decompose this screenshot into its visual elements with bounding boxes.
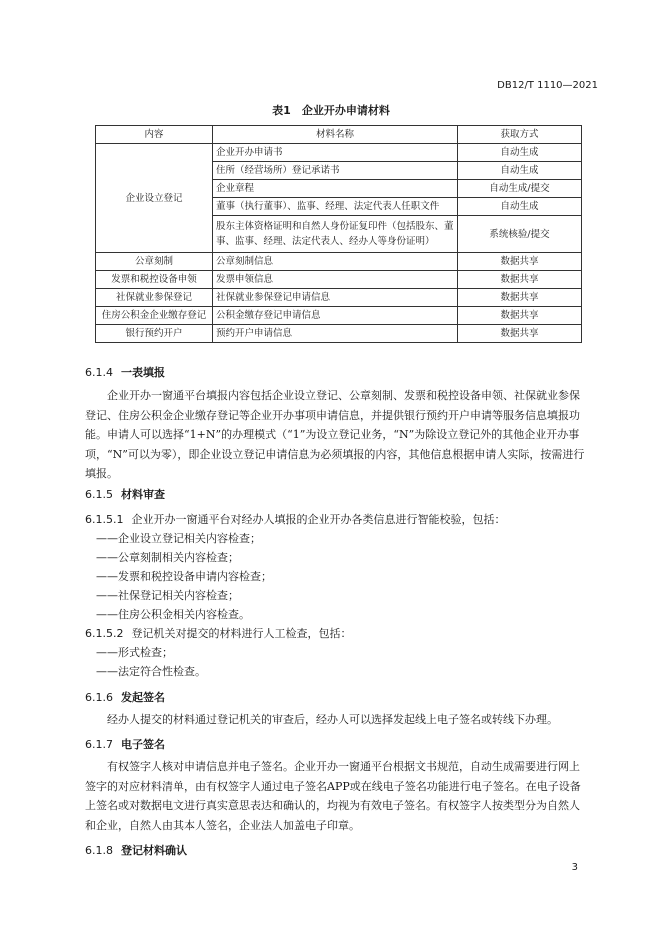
- section-heading-6-1-6: [85, 689, 165, 705]
- clause-6-1-5-2: [85, 625, 351, 641]
- table-row: [96, 271, 582, 289]
- content-cell: 银行预约开户: [96, 325, 213, 343]
- section-title: 材料审查: [121, 488, 165, 501]
- group-label-cell: 企业设立登记: [96, 144, 213, 253]
- section-heading-6-1-5: [85, 486, 165, 502]
- section-title: 登记材料确认: [121, 844, 187, 857]
- section-number: 6.1.8: [85, 844, 113, 857]
- material-cell: 董事（执行董事）、监事、经理、法定代表人任职文件: [213, 198, 458, 216]
- method-cell: 数据共享: [458, 289, 582, 307]
- table-row: [96, 307, 582, 325]
- list-item: ——住房公积金相关内容检查。: [96, 608, 250, 621]
- section-title: 电子签名: [121, 738, 165, 751]
- list-item: ——形式检查；: [96, 646, 173, 659]
- page-number: 3: [571, 862, 578, 873]
- material-cell: 企业开办申请书: [213, 144, 458, 162]
- paragraph-electronic-signature: 有权签字人核对申请信息并电子签名。企业开办一窗通平台根据文书规范，自动生成需要进行网上签字的对应材料清单，由有权签字人通过电子签名APP或在线电子签名功能进行电子签名。在电子设备上签名或对数据电文进行真实意思表达和确认的，均视为有效电子签名。有权签字人按类型分为自然人和企业，自然人由其本人签名，企业法人加盖电子印章。: [85, 760, 581, 832]
- section-number: 6.1.5: [85, 488, 113, 501]
- content-cell: 公章刻制: [96, 253, 213, 271]
- section-number: 6.1.7: [85, 738, 113, 751]
- list-item: ——社保登记相关内容检查；: [96, 589, 239, 602]
- method-cell: 自动生成: [458, 162, 582, 180]
- clause-number: 6.1.5.1: [85, 513, 124, 526]
- section-heading-6-1-7: [85, 736, 165, 752]
- section-heading-6-1-4: [85, 364, 165, 380]
- column-header: 获取方式: [458, 126, 582, 144]
- paragraph-initiate-signature: 经办人提交的材料通过登记机关的审查后，经办人可以选择发起线上电子签名或转线下办理。: [107, 713, 558, 726]
- material-cell: 公积金缴存登记申请信息: [213, 307, 458, 325]
- material-cell: 预约开户申请信息: [213, 325, 458, 343]
- section-number: 6.1.6: [85, 691, 113, 704]
- material-cell: 股东主体资格证明和自然人身份证复印件（包括股东、董事、监事、经理、法定代表人、经办人等身份证明）: [213, 216, 458, 253]
- document-code: DB12/T 1110—2021: [497, 80, 598, 91]
- section-title: 一表填报: [121, 366, 165, 379]
- section-number: 6.1.4: [85, 366, 113, 379]
- list-item: ——法定符合性检查。: [96, 665, 206, 678]
- section-title: 发起签名: [121, 691, 165, 704]
- method-cell: 数据共享: [458, 325, 582, 343]
- method-cell: 系统核验/提交: [458, 216, 582, 253]
- table-row: [96, 289, 582, 307]
- material-cell: 社保就业参保登记申请信息: [213, 289, 458, 307]
- table-title: 表1 企业开办申请材料: [272, 104, 390, 117]
- clause-text: 登记机关对提交的材料进行人工检查，包括：: [131, 627, 352, 640]
- column-header: 材料名称: [213, 126, 458, 144]
- clause-number: 6.1.5.2: [85, 627, 124, 640]
- method-cell: 自动生成: [458, 198, 582, 216]
- table-row: [96, 144, 582, 162]
- list-item: ——发票和税控设备申请内容检查；: [96, 570, 272, 583]
- material-cell: 公章刻制信息: [213, 253, 458, 271]
- clause-6-1-5-1: [85, 511, 505, 527]
- table-row: [96, 325, 582, 343]
- material-cell: 企业章程: [213, 180, 458, 198]
- content-cell: 住房公积金企业缴存登记: [96, 307, 213, 325]
- material-cell: 住所（经营场所）登记承诺书: [213, 162, 458, 180]
- content-cell: 发票和税控设备申领: [96, 271, 213, 289]
- paragraph-one-form-filing: 企业开办一窗通平台填报内容包括企业设立登记、公章刻制、发票和税控设备申领、社保就业参保登记、住房公积金企业缴存登记等企业开办事项申请信息，并提供银行预约开户申请等服务信息填报功能。申请人可以选择“1+N”的办理模式（“1”为设立登记业务，“N”为除设立登记外的其他企业开办事项，“N”可以为零），即企业设立登记申请信息为必须填报的内容，其他信息根据申请人实际，按需进行填报。: [85, 389, 585, 480]
- table-row: [96, 253, 582, 271]
- section-heading-6-1-8: [85, 842, 187, 858]
- method-cell: 数据共享: [458, 307, 582, 325]
- materials-table: [95, 125, 582, 343]
- method-cell: 数据共享: [458, 253, 582, 271]
- content-cell: 社保就业参保登记: [96, 289, 213, 307]
- method-cell: 自动生成/提交: [458, 180, 582, 198]
- material-cell: 发票申领信息: [213, 271, 458, 289]
- column-header: 内容: [96, 126, 213, 144]
- method-cell: 数据共享: [458, 271, 582, 289]
- list-item: ——企业设立登记相关内容检查；: [96, 532, 261, 545]
- list-item: ——公章刻制相关内容检查；: [96, 551, 239, 564]
- method-cell: 自动生成: [458, 144, 582, 162]
- clause-text: 企业开办一窗通平台对经办人填报的企业开办各类信息进行智能校验，包括：: [131, 513, 506, 526]
- table-header-row: [96, 126, 582, 144]
